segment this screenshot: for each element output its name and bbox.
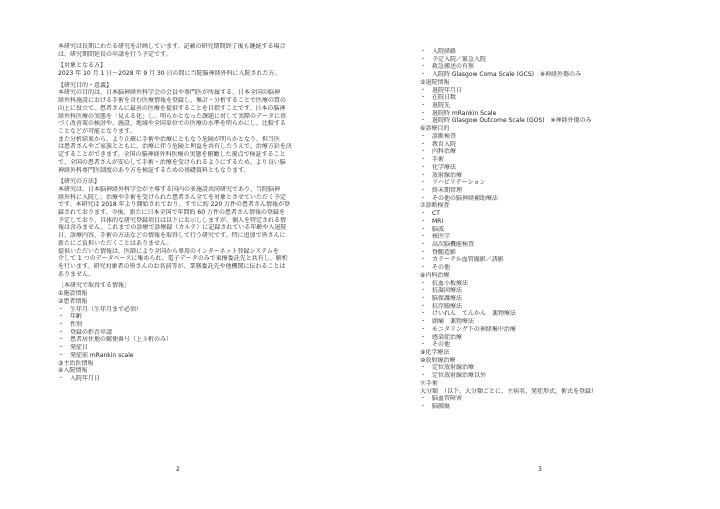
text-line: ・ 予定入院／緊急入院 <box>420 55 487 63</box>
text-line: ありません。 <box>58 270 95 278</box>
text-line: ②患者情報 <box>58 297 88 305</box>
text-line: 本研究は、日本脳神経外科学会が主導する国内の多施設共同研究であり、当院脳神 <box>58 185 281 193</box>
text-line: ・ 脊髄造影 <box>420 248 457 256</box>
text-line: ・ 抗凝固療法 <box>420 287 463 295</box>
text-line: ・ 入院年月日 <box>58 375 101 383</box>
text-line: ④入院情報 <box>58 367 88 375</box>
text-line: 【対象となる方】 <box>58 62 107 70</box>
text-line: ⑧内科治療 <box>420 271 450 279</box>
text-line: づく改善策の検討や、施設、地域や全国単位での医療の水準を明らかにし、比較する <box>58 120 286 128</box>
text-line: ・ 登録の拒否申請 <box>58 328 113 336</box>
text-line: 経外科施設における手術を含む医療情報を登録し、集計・分析することで医療の質の <box>58 97 287 105</box>
text-line: ・ 核医学 <box>420 233 451 241</box>
left-page-text <box>58 43 322 383</box>
text-line: 【研究目的・意義】 <box>58 81 113 89</box>
text-line: ・ 生年月（生年月まで必須） <box>58 305 143 313</box>
text-line: ・ 患者居住地の郵便番号（上３桁のみ） <box>58 336 173 344</box>
text-line: ①施設情報 <box>58 290 88 298</box>
text-line: ・ 救急搬送の有無 <box>420 63 475 71</box>
text-line: 神経外科専門医制度のあり方を検証するための基礎資料ともなります。 <box>58 166 250 174</box>
text-line: ・ 脳波 <box>420 225 445 233</box>
text-line: ・ 脳保護療法 <box>420 295 463 302</box>
text-line: ・ 放射線治療 <box>420 171 463 179</box>
text-line: 日、診療内容、手術の方法などの情報を取得して行う研究です。特に追加で皆さんに <box>58 232 286 240</box>
text-line: ・ 年齢 <box>58 313 83 321</box>
text-line: ⑨化学療法 <box>420 349 450 357</box>
text-line: ・ 頭痛 薬物療法 <box>420 318 475 326</box>
text-line: 本研究は長期にわたる研究を計画しています。記載の研究期間終了後も継続する場合 <box>58 43 286 50</box>
text-line: 録されております。今後、新たに日本全国で年間約 60 万件の患者さん情報の登録を <box>58 209 285 217</box>
text-line: 定することができます。全国の脳神経外科医療の実態を俯瞰した視点で検証すること <box>58 151 286 159</box>
text-line: ・ 脳血管障害 <box>420 395 463 403</box>
text-line: 経外科医療の実態を「見える化」し、明らかとなった課題に対して実際のデータに基 <box>58 112 287 120</box>
text-line: ・ 感染症治療 <box>420 333 463 341</box>
text-line: は患者さんやご家族とともに、治療に伴う危険と利益を共有したうえで、治療方針を決 <box>58 143 292 151</box>
right-page-text <box>420 48 646 411</box>
text-line: で、全国の患者さんが安心して手術・治療を受けられるようにするため、より良い脳 <box>58 158 286 166</box>
text-line: ・ その他 <box>420 341 451 349</box>
text-line: 報は含みません。これまでの診療で診療録（カルテ）に記録されている年齢や入退院 <box>58 224 287 232</box>
text-line: ・ 化学療法 <box>420 163 457 171</box>
text-line: ③主治医情報 <box>58 359 94 367</box>
text-line: 経外科に入院し、治療や手術を受けられた患者さん全てを対象とさせていただく予定 <box>58 193 287 201</box>
text-line: 2023 年 10 月 1 日～2028 年 9 月 30 日の間に当院脳神経外科に入院された方。 <box>58 70 281 78</box>
page-number: 3 <box>538 466 542 473</box>
text-line: ・ 性別 <box>58 321 83 328</box>
text-line: 大分類 （以下、大分類ごとに、主病名、発症形式、術式を登録） <box>420 387 598 395</box>
text-line: は、研究期間延長の申請を行う予定です。 <box>58 50 172 58</box>
text-line: ⑩放射線治療 <box>420 356 456 364</box>
text-line: ・ 抗血小板療法 <box>420 279 469 287</box>
text-line: 予定しており、具体的な研究登録項目は以下にお示ししますが、個人を特定される情 <box>58 216 287 224</box>
text-line: 提供いただいた情報は、医師により全国から専用のインターネット登録システムを <box>58 247 279 255</box>
text-line: ことなどが可能となります。 <box>58 127 136 135</box>
text-line: ・ 脳腫瘍 <box>420 403 451 411</box>
text-line: ⑦診断検査 <box>420 202 450 210</box>
text-line: ・ カテーテル血管撮影／誘影 <box>420 256 504 264</box>
text-line: ・ 定位放射線治療以外 <box>420 372 487 380</box>
text-line: ・ MRI <box>420 217 444 225</box>
text-line: ・ 退院時 Glasgow Outcome Scale (GOS) ※神経外傷のみ <box>420 117 592 125</box>
text-line: ・ 退院年月日 <box>420 86 463 94</box>
text-line: ・ 内科治療 <box>420 148 457 156</box>
text-line: ・ 定位放射線治療 <box>420 364 475 372</box>
text-line: ・ けいれん てんかん 薬物療法 <box>420 310 517 318</box>
text-line: ・ 退院時 mRankin Scale <box>420 109 497 117</box>
text-line: ・ 手術 <box>420 156 445 164</box>
text-line: ［本研究で取得する情報］ <box>58 282 131 290</box>
text-line: ・ 終末期管理 <box>420 186 463 194</box>
text-line: ・ 高次脳機能検査 <box>420 240 475 248</box>
text-line: ・ 在院日数 <box>420 94 457 102</box>
text-line: ・ 教育入院 <box>420 140 457 148</box>
text-line: ・ 入院時 Glasgow Coma Scale (GCS) ※神経外傷のみ <box>420 71 582 79</box>
text-line: ・ 抗浮腫療法 <box>420 302 463 310</box>
page-right <box>360 0 720 509</box>
text-line: また分析結果から、より正確に手術や治療にともなう危険が明らかとなり、担当医 <box>58 135 281 143</box>
text-line: を行います。研究対象者の皆さんのお名前等が、業務委託先や他機関に伝わることは <box>58 263 286 271</box>
text-line: 新たにご負担いただくことはありません。 <box>58 239 173 247</box>
text-line: 介して 1 つのデータベースに集められ、電子データのみで東療委託先と共有し、解析 <box>58 255 288 263</box>
text-line: ・ CT <box>420 210 440 218</box>
text-line: ・ その他 <box>420 264 451 272</box>
text-line: 本研究の目的は、日本脳神経外科学会の会員や専門医が所属する、日本全国の脳神 <box>58 89 281 97</box>
text-line: ⑤退院情報 <box>420 78 450 86</box>
text-line: ・ リハビリテーション <box>420 179 486 187</box>
text-line: 【研究の方法】 <box>58 178 101 186</box>
text-line: ・ モニタリング下の神経集中治療 <box>420 325 516 333</box>
text-line: ・ 発症前 mRankin scale <box>58 351 134 359</box>
page-number: 2 <box>176 466 180 473</box>
text-line: ・ 診断検査 <box>420 132 457 140</box>
text-line: ・ その他の脳神経補助療法 <box>420 194 499 202</box>
text-line: ・ 発症日 <box>58 344 89 352</box>
text-line: ・ 入院経路 <box>420 48 457 55</box>
text-line: ・ 退院先 <box>420 102 451 110</box>
text-line: です。本研究は 2018 年より開始されており、すでに約 220 万件の患者さん情報が登 <box>58 201 291 209</box>
text-line: ⑥診療目的 <box>420 125 450 133</box>
text-line: 向上に役立て、患者さんに最善の医療を提供することを目指すことです。日本の脳神 <box>58 104 286 112</box>
text-line: ⑪手術 <box>420 379 439 387</box>
